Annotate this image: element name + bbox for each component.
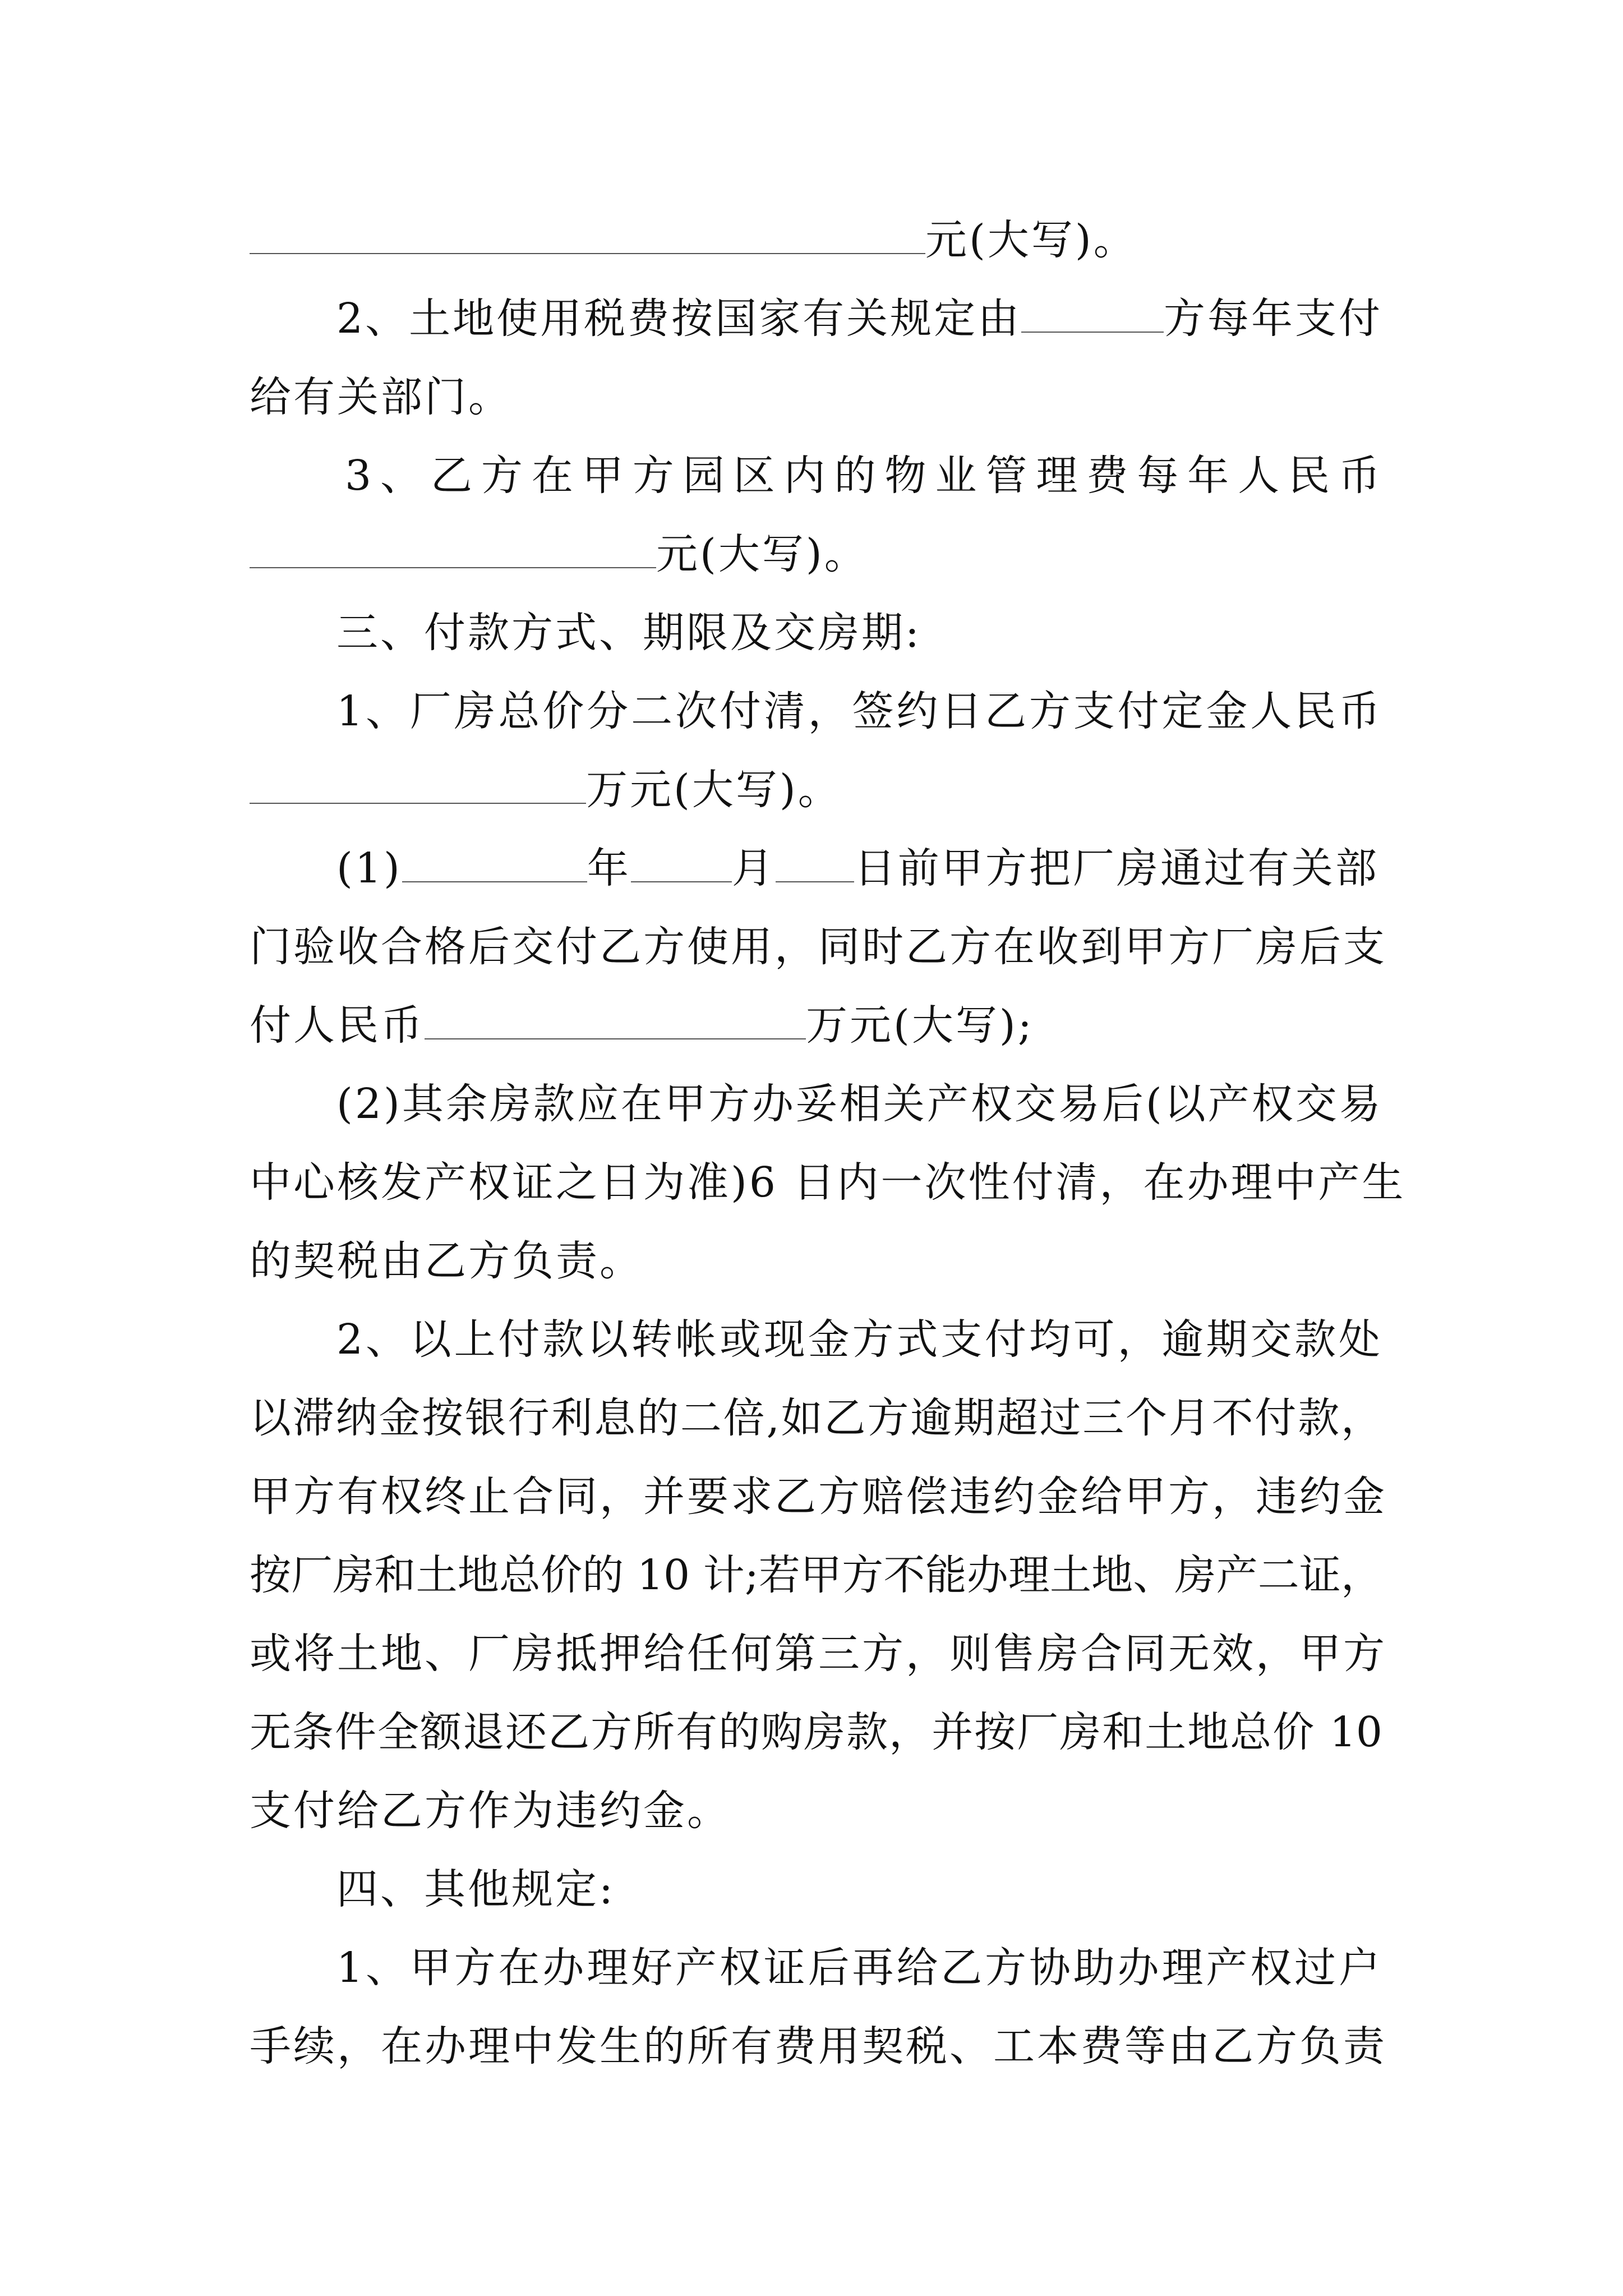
paragraph-text: 中心核发产权证之日为准)6 日内一次性付清，在办理中产生	[250, 1158, 1406, 1207]
paragraph-text: 1、厂房总价分二次付清，签约日乙方支付定金人民币	[336, 687, 1382, 735]
paragraph-line	[250, 1469, 1387, 1525]
property-fee-blank[interactable]	[250, 532, 656, 568]
paragraph-line	[250, 1312, 1382, 1368]
paragraph-text: 无条件全额退还乙方所有的购房款，并按厂房和土地总价 10	[250, 1708, 1382, 1756]
paragraph-text: 手续，在办理中发生的所有费用契税、工本费等由乙方负责	[250, 2022, 1387, 2070]
paragraph-line	[250, 1076, 1382, 1132]
month-label: 月	[731, 844, 776, 892]
payment-blank[interactable]	[425, 1004, 806, 1039]
deposit-blank[interactable]	[250, 768, 586, 804]
section-heading-payment	[250, 605, 1382, 661]
deposit-unit-text: 万元(大写)。	[586, 766, 842, 814]
payment-amount-line	[250, 212, 1382, 268]
month-blank[interactable]	[631, 846, 732, 882]
paragraph-text: 以滞纳金按银行利息的二倍,如乙方逾期超过三个月不付款，	[250, 1394, 1382, 1442]
land-tax-text-a: 2、土地使用税费按国家有关规定由	[336, 295, 1022, 343]
paragraph-line	[250, 1626, 1387, 1682]
year-blank[interactable]	[402, 846, 587, 882]
amount-unit-text: 元(大写)。	[925, 216, 1137, 264]
section-heading-other	[250, 1861, 1382, 1917]
paragraph-line	[250, 1783, 1382, 1839]
paragraph-line	[250, 1940, 1382, 1996]
day-blank[interactable]	[776, 846, 854, 882]
paragraph-line	[250, 919, 1387, 975]
paragraph-text: (2)其余房款应在甲方办妥相关产权交易后(以产权交易	[336, 1080, 1383, 1128]
land-tax-party-blank[interactable]	[1021, 297, 1164, 333]
payment-clause-1	[250, 683, 1382, 739]
paragraph-text: 支付给乙方作为违约金。	[250, 1787, 731, 1835]
delivery-date-line	[250, 840, 1382, 896]
paragraph-text: 或将土地、厂房抵押给任何第三方，则售房合同无效，甲方	[250, 1630, 1387, 1678]
paragraph-text: 门验收合格后交付乙方使用，同时乙方在收到甲方厂房后支	[250, 923, 1387, 971]
paragraph-text: 1、甲方在办理好产权证后再给乙方协助办理产权过户	[336, 1944, 1382, 1992]
section-heading-text: 四、其他规定:	[336, 1865, 615, 1913]
day-label-text: 日前甲方把厂房通过有关部	[854, 844, 1379, 892]
paragraph-text: 2、以上付款以转帐或现金方式支付均可，逾期交款处	[336, 1315, 1382, 1364]
land-tax-clause	[250, 291, 1382, 347]
paragraph-text: 付人民币	[250, 1001, 425, 1050]
year-label: 年	[587, 844, 631, 892]
paragraph-line	[250, 2018, 1387, 2074]
item-number: (1)	[336, 844, 402, 892]
payment-amount-line-2	[250, 997, 1382, 1053]
paragraph-text: 的契税由乙方负责。	[250, 1237, 643, 1285]
paragraph-line	[250, 1704, 1382, 1760]
payment-unit-text: 万元(大写);	[806, 1001, 1034, 1050]
paragraph-line	[250, 1154, 1406, 1211]
section-heading-text: 三、付款方式、期限及交房期:	[336, 609, 921, 657]
property-fee-amount-line	[250, 526, 1382, 582]
amount-blank[interactable]	[250, 218, 925, 254]
property-fee-clause	[250, 448, 1382, 504]
deposit-amount-line	[250, 762, 1382, 818]
paragraph-text: 3、乙方在甲方园区内的物业管理费每年人民币	[345, 452, 1382, 500]
paragraph-text: 按厂房和土地总价的 10 计;若甲方不能办理土地、房产二证，	[250, 1551, 1382, 1599]
paragraph-line	[250, 1390, 1382, 1446]
paragraph-text: 甲方有权终止合同，并要求乙方赔偿违约金给甲方，违约金	[250, 1473, 1387, 1521]
property-fee-unit-text: 元(大写)。	[656, 530, 868, 578]
land-tax-text-b: 方每年支付	[1164, 295, 1382, 343]
land-tax-clause-cont	[250, 369, 1382, 425]
paragraph-line	[250, 1547, 1382, 1603]
paragraph-line	[250, 1233, 1382, 1289]
paragraph-text: 给有关部门。	[250, 373, 512, 421]
